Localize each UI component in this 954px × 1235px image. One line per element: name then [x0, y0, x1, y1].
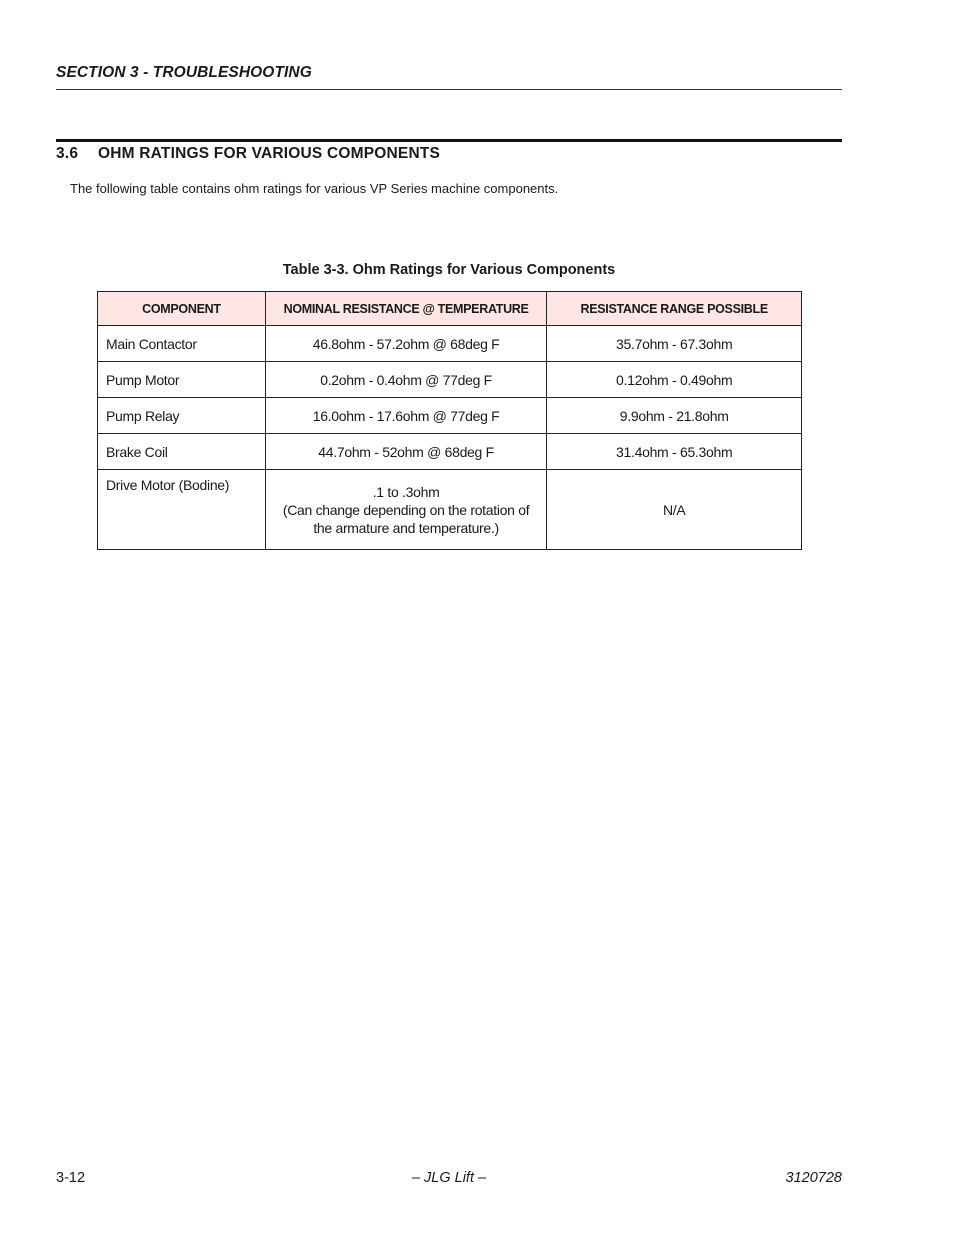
cell-component: Drive Motor (Bodine): [98, 470, 266, 550]
table-row: [98, 470, 802, 550]
cell-range: 9.9ohm - 21.8ohm: [547, 398, 802, 434]
section-header: SECTION 3 - TROUBLESHOOTING: [56, 64, 312, 81]
cell-component: Brake Coil: [98, 434, 266, 470]
column-header-range: RESISTANCE RANGE POSSIBLE: [547, 292, 802, 326]
table-caption: Table 3-3. Ohm Ratings for Various Components: [282, 262, 616, 278]
cell-nominal-value: .1 to .3ohm: [372, 483, 440, 500]
cell-nominal: 44.7ohm - 52ohm @ 68deg F: [265, 434, 547, 470]
cell-range: 31.4ohm - 65.3ohm: [547, 434, 802, 470]
cell-nominal: 0.2ohm - 0.4ohm @ 77deg F: [265, 362, 547, 398]
cell-component: Main Contactor: [98, 326, 266, 362]
cell-range: 0.12ohm - 0.49ohm: [547, 362, 802, 398]
column-header-component: COMPONENT: [98, 292, 266, 326]
cell-range: 35.7ohm - 67.3ohm: [547, 326, 802, 362]
section-number: 3.6: [56, 145, 79, 162]
table-row: [98, 362, 802, 398]
header-divider: [56, 89, 842, 90]
cell-range: N/A: [547, 470, 802, 550]
table-row: [98, 434, 802, 470]
intro-paragraph: The following table contains ohm ratings for various VP Series machine components.: [70, 181, 559, 196]
table-header-row: [98, 292, 802, 326]
ohm-ratings-table: [97, 291, 802, 550]
table-row: [98, 398, 802, 434]
heading-divider: [56, 139, 842, 142]
cell-component: Pump Relay: [98, 398, 266, 434]
section-title: OHM RATINGS FOR VARIOUS COMPONENTS: [98, 145, 441, 162]
document-number: 3120728: [785, 1170, 842, 1186]
cell-component: Pump Motor: [98, 362, 266, 398]
cell-nominal: 46.8ohm - 57.2ohm @ 68deg F: [265, 326, 547, 362]
cell-nominal: [265, 470, 547, 550]
cell-nominal: 16.0ohm - 17.6ohm @ 77deg F: [265, 398, 547, 434]
page-number: 3-12: [56, 1170, 86, 1186]
column-header-nominal: NOMINAL RESISTANCE @ TEMPERATURE: [265, 292, 547, 326]
cell-nominal-note: (Can change depending on the rotation of the armature and temperature.): [282, 501, 530, 536]
table-row: [98, 326, 802, 362]
footer-brand: – JLG Lift –: [411, 1170, 487, 1186]
section-heading: [56, 145, 440, 163]
